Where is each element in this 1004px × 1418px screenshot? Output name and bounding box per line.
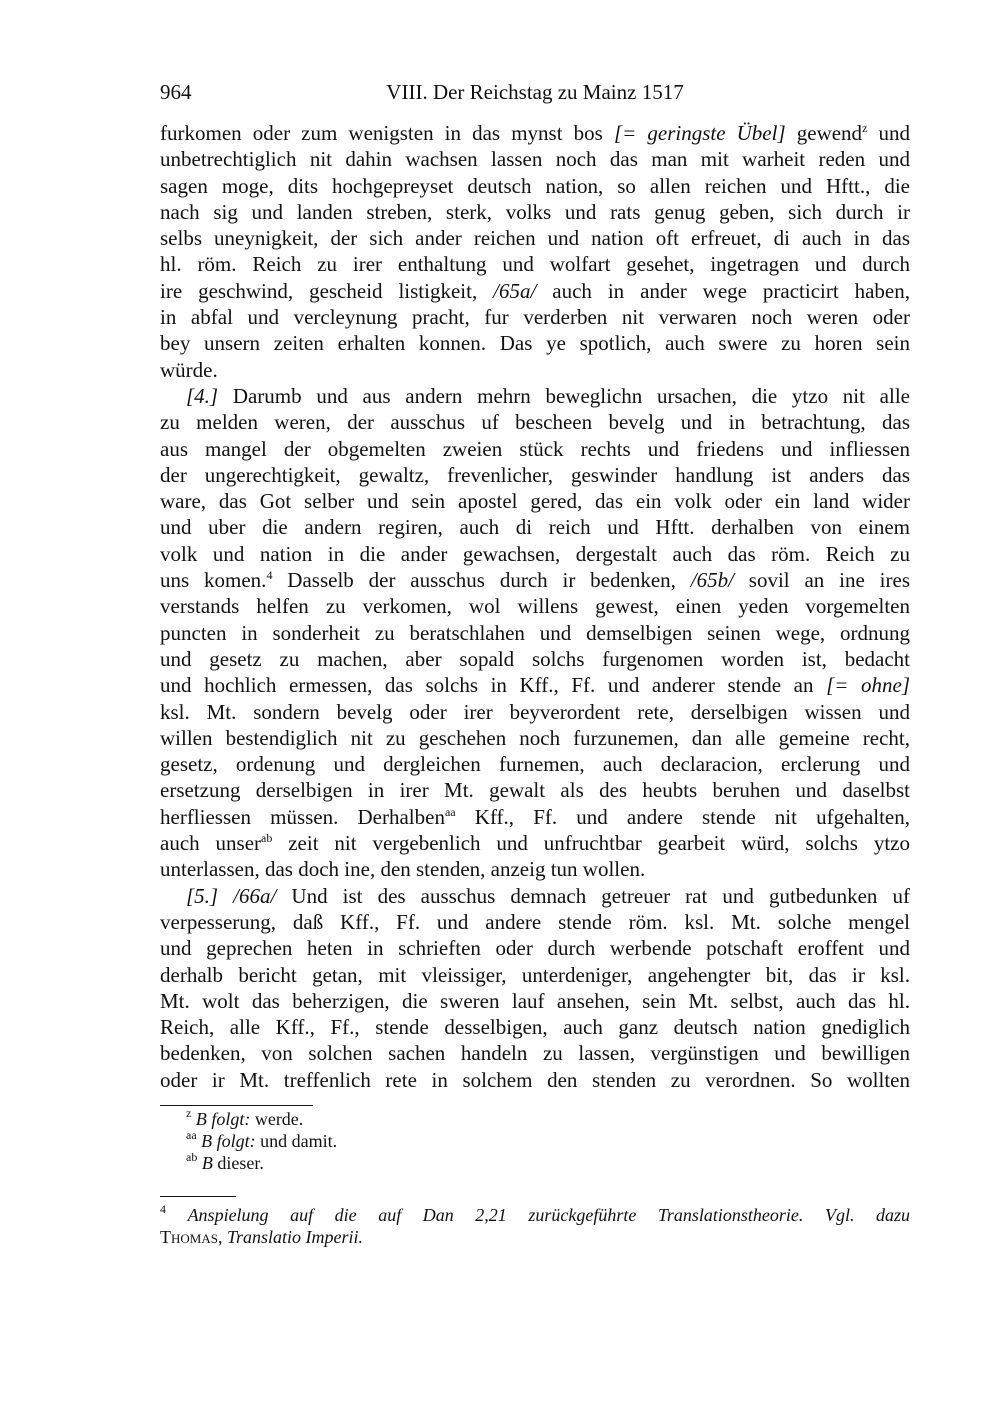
text-segment: [166, 1205, 188, 1225]
text-segment: [= geringste Übel]: [613, 121, 786, 145]
text-line: [160, 830, 910, 856]
text-segment: und: [867, 121, 910, 145]
text-segment: und damit.: [255, 1131, 338, 1151]
text-segment: bedenken, von solchen sachen handeln zu lassen, vergünstigen und bewilligen: [160, 1041, 910, 1066]
note-marker: aa: [186, 1128, 197, 1142]
text-segment: selbs uneynigkeit, der sich ander reichen und nation oft erfreuet, di auch in das: [160, 226, 910, 251]
text-line: [160, 593, 910, 619]
text-segment: ,: [217, 1227, 227, 1247]
text-segment: und hochlich ermessen, das solchs in Kff., Ff. und anderer stende an: [160, 673, 827, 698]
text-segment: Thomas: [160, 1227, 218, 1247]
page-header: [160, 80, 910, 110]
text-segment: Reich, alle Kff., Ff., stende desselbigen, auch ganz deutsch nation gnediglich: [160, 1015, 910, 1040]
text-line: [160, 1040, 910, 1066]
text-line: [160, 935, 910, 961]
text-segment: B: [201, 1153, 213, 1173]
text-segment: gewend: [785, 121, 863, 145]
text-line: [160, 751, 910, 777]
text-segment: auch in ander wege practicirt haben,: [536, 278, 910, 303]
footnote-line: [160, 1204, 910, 1226]
text-line: [160, 804, 910, 830]
text-segment: ire geschwind, gescheid listigkeit,: [160, 278, 494, 303]
text-line: [160, 672, 910, 698]
text-notes-divider: [160, 1105, 313, 1106]
text-line: [160, 436, 910, 462]
text-segment: ersetzung derselbigen in irer Mt. gewalt als des heubts beruhen und daselbst: [160, 778, 910, 803]
text-line: [160, 251, 910, 277]
text-segment: unbetrechtiglich nit dahin wachsen lassen noch das man mit warheit reden und: [160, 147, 910, 172]
text-segment: sovil an ine ires: [733, 568, 910, 593]
text-segment: volk und nation in die ander gewachsen, dergestalt auch das röm. Reich zu: [160, 541, 910, 566]
text-line: [160, 120, 910, 146]
text-segment: verpesserung, daß Kff., Ff. und andere stende röm. ksl. Mt. solche mengel: [160, 909, 910, 934]
text-line: [160, 409, 910, 435]
main-text: [160, 120, 910, 1093]
text-line: [160, 357, 910, 383]
text-segment: oder ir Mt. treffenlich rete in solchem den stenden zu verordnen. So wollten: [160, 1067, 910, 1092]
footnote-line: [160, 1226, 910, 1248]
text-segment: ware, das Got selber und sein apostel gered, das ein volk oder ein land wider: [160, 489, 910, 514]
text-segment: [4.]: [186, 383, 219, 408]
text-segment: /65b/: [690, 568, 734, 593]
text-segment: Und ist des ausschus demnach getreuer rat und gutbedunken uf: [276, 883, 910, 908]
page-number: 964: [160, 80, 192, 104]
text-line: [160, 541, 910, 567]
note-marker: aa: [444, 804, 456, 819]
note-marker: 4: [160, 1202, 166, 1216]
text-segment: dieser.: [212, 1153, 264, 1173]
text-line: [160, 1067, 910, 1093]
text-line: [160, 909, 910, 935]
text-segment: sagen moge, dits hochgepreyset deutsch nation, so allen reichen und Hftt., die: [160, 173, 910, 198]
note-marker: z: [862, 121, 868, 135]
text-segment: [= ohne]: [826, 673, 910, 698]
text-line: [160, 883, 910, 909]
text-line: [160, 988, 910, 1014]
text-segment: würde.: [160, 357, 218, 382]
text-segment: und gesetz zu machen, aber sopald solchs furgenomen worden ist, bedacht: [160, 646, 910, 671]
note-marker: ab: [186, 1150, 198, 1164]
text-segment: in abfal und vercleynung pracht, fur verderben nit verwaren noch weren oder: [160, 305, 910, 330]
text-segment: bey unsern zeiten erhalten konnen. Das ye spotlich, auch swere zu horen sein: [160, 331, 910, 356]
text-line: [160, 278, 910, 304]
text-segment: willen bestendiglich nit zu geschehen noch furzunemen, dan alle gemeine recht,: [160, 725, 910, 750]
text-segment: [5.] /66a/: [186, 883, 277, 908]
text-segment: herfliessen müssen. Derhalben: [160, 804, 445, 829]
text-segment: nach sig und landen streben, sterk, volks und rats genug geben, sich durch ir: [160, 199, 910, 224]
text-segment: Kff., Ff. und andere stende nit ufgehalten,: [455, 804, 911, 829]
text-line: [160, 304, 910, 330]
text-segment: und uber die andern regiren, auch di reich und Hftt. derhalben von einem: [160, 515, 910, 540]
text-segment: verstands helfen zu verkomen, wol willens gewest, einen yeden vorgemelten: [160, 594, 910, 619]
text-line: [160, 383, 910, 409]
text-line: [160, 462, 910, 488]
note-marker: ab: [261, 831, 273, 846]
text-note: [186, 1108, 886, 1130]
text-critical-notes: [186, 1108, 886, 1174]
text-segment: werde.: [250, 1109, 304, 1129]
text-line: [160, 699, 910, 725]
text-segment: und geprechen heten in schrieften oder durch werbende potschaft eroffent und: [160, 936, 910, 961]
text-segment: Dasselb der ausschus durch ir bedenken,: [272, 568, 691, 593]
text-segment: Darumb und aus andern mehrn beweglichn ursachen, die ytzo nit alle: [218, 383, 910, 408]
text-line: [160, 199, 910, 225]
running-head: VIII. Der Reichstag zu Mainz 1517: [386, 80, 684, 104]
text-note: [186, 1130, 886, 1152]
text-line: [160, 1014, 910, 1040]
text-segment: unterlassen, das doch ine, den stenden, anzeig tun wollen.: [160, 857, 646, 882]
text-segment: hl. röm. Reich zu irer enthaltung und wolfart gesehet, ingetragen und durch: [160, 252, 910, 277]
text-line: [160, 146, 910, 172]
text-segment: zeit nit vergebenlich und unfruchtbar gearbeit würd, solchs ytzo: [272, 831, 910, 856]
text-line: [160, 330, 910, 356]
text-note: [186, 1152, 886, 1174]
text-line: [160, 962, 910, 988]
text-segment: der ungerechtigkeit, gewaltz, frevenlicher, geswinder handlung ist anders das: [160, 462, 910, 487]
text-segment: puncten in sonderheit zu beratschlahen und demselbigen seinen wege, ordnung: [160, 620, 910, 645]
footnotes: [160, 1204, 910, 1248]
text-segment: B folgt:: [201, 1131, 256, 1151]
text-segment: B folgt:: [195, 1109, 251, 1129]
text-segment: Translatio Imperii.: [226, 1227, 363, 1247]
footnotes-divider: [160, 1196, 236, 1197]
text-line: [160, 856, 910, 882]
text-segment: zu melden weren, der ausschus uf bescheen bevelg und in betrachtung, das: [160, 410, 910, 435]
note-marker: 4: [266, 568, 273, 583]
text-segment: uns komen.: [160, 568, 267, 593]
text-line: [160, 725, 910, 751]
text-line: [160, 777, 910, 803]
text-segment: Anspielung auf die auf Dan 2,21 zurückgeführte Translationstheorie. Vgl. dazu: [187, 1205, 911, 1225]
text-segment: auch unser: [160, 831, 262, 856]
text-segment: /65a/: [493, 278, 537, 303]
text-line: [160, 620, 910, 646]
text-segment: Mt. wolt das beherzigen, die sweren lauf ansehen, sein Mt. selbst, auch das hl.: [160, 988, 910, 1013]
text-line: [160, 567, 910, 593]
text-segment: ksl. Mt. sondern bevelg oder irer beyverordent rete, derselbigen wissen und: [160, 699, 910, 724]
text-line: [160, 514, 910, 540]
text-segment: gesetz, ordenung und dergleichen furnemen, auch declaracion, erclerung und: [160, 752, 910, 777]
text-line: [160, 225, 910, 251]
text-line: [160, 173, 910, 199]
text-segment: aus mangel der obgemelten zweien stück rechts und friedens und infliessen: [160, 436, 910, 461]
text-segment: furkomen oder zum wenigsten in das mynst bos: [160, 121, 614, 145]
note-marker: z: [186, 1106, 192, 1120]
text-segment: derhalb bericht getan, mit vleissiger, unterdeniger, angehengter bit, das ir ksl.: [160, 962, 910, 987]
text-line: [160, 488, 910, 514]
text-line: [160, 646, 910, 672]
